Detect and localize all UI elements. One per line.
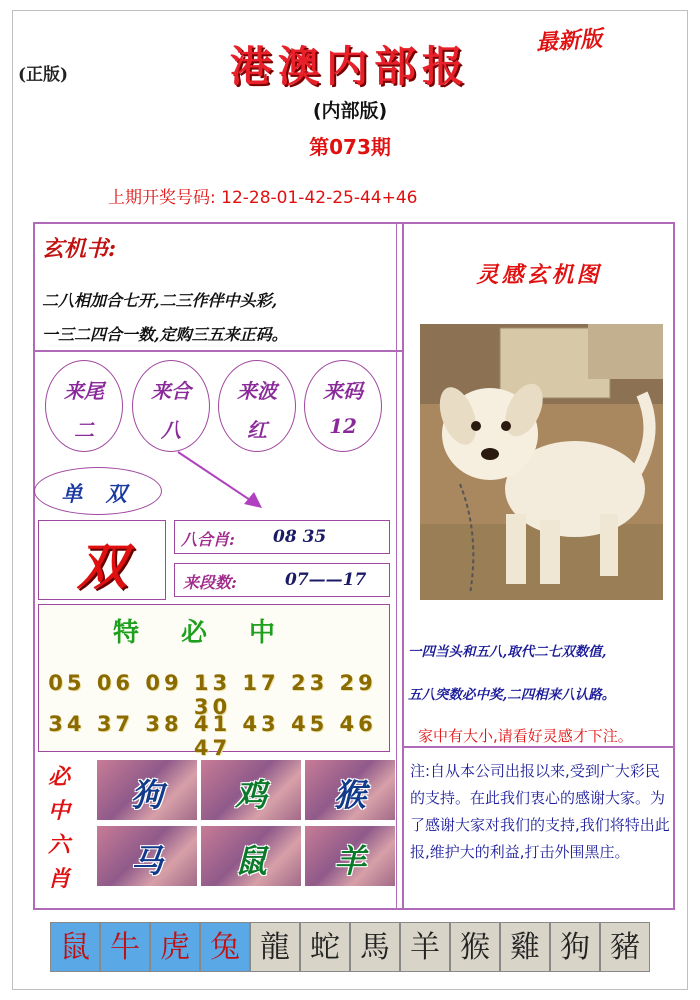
oval-tail-value: 二 [74,418,94,442]
zodiac-rooster: 鸡 [234,776,267,814]
zodiac-goat: 羊 [333,842,366,880]
left-inner-divider [396,222,397,910]
lingxi-line-2: 五八突数必中奖,二四相来八认路。 [408,687,616,703]
zodiac-rat: 鼠 [234,842,267,880]
xuanji-title: 玄机书: [42,236,117,262]
oval-code-value: 12 [329,414,357,438]
dog-photo [420,324,663,600]
zodiac-cell-goat [305,826,395,886]
lingxi-red-note: 家中有大小,请看好灵感才下注。 [418,727,633,745]
bottom-zodiac-goat: 羊 [400,922,450,972]
bottom-zodiac-tiger: 虎 [150,922,200,972]
oval-wave [218,360,296,452]
bottom-zodiac-snake: 蛇 [300,922,350,972]
bottom-zodiac-rooster: 雞 [500,922,550,972]
prediction-box-1 [174,520,390,554]
corner-right-label: 最新版 [535,25,603,57]
corner-left-label: (正版) [18,65,69,85]
oval-wave-label: 来波 [237,379,277,403]
zodiac-cell-rat [201,826,301,886]
bottom-zodiac-monkey: 猴 [450,922,500,972]
oval-combo-value: 八 [161,418,181,442]
column-divider [402,222,404,910]
oval-combo [132,360,210,452]
prediction-1-value: 08 35 [273,527,327,547]
six-zodiac-label: 必中六肖 [47,764,70,892]
prediction-2-label: 来段数: [183,573,237,592]
oval-code [304,360,382,452]
lingxi-title: 灵感玄机图 [476,262,602,288]
oval-tail [45,360,123,452]
prediction-box-2 [174,563,390,597]
last-draw-label: 上期开奖号码: [108,188,216,208]
last-draw [108,183,417,208]
prediction-1-label: 八合肖: [181,530,235,549]
answer-character: 双 [77,537,127,596]
single-double-label: 单 双 [61,481,135,506]
issue-number: 第073期 [309,135,391,159]
company-note: 注:自从本公司出报以来,受到广大彩民的支持。在此我们衷心的感谢大家。为了感谢大家对我们的支持,我们将特出此报,维护大的利益,打击外围黑庄。 [410,762,670,861]
subtitle: (内部版) [312,100,388,122]
zodiac-dog: 狗 [130,776,163,814]
special-numbers-row-2: 34 37 38 41 43 45 46 47 [48,712,377,760]
single-double-oval [34,467,162,515]
xuanji-line-1: 二八相加合七开,二三作伴中头彩, [42,291,278,310]
zodiac-horse: 马 [130,842,163,880]
bottom-zodiac-dragon: 龍 [250,922,300,972]
bottom-zodiac-rabbit: 兔 [200,922,250,972]
zodiac-cell-horse [97,826,197,886]
page-title: 港澳内部报 [229,42,470,91]
pointer-arrow [170,446,270,516]
oval-code-label: 来码 [323,379,363,403]
oval-wave-value: 红 [247,418,267,442]
divider-xuanji [33,350,403,352]
special-numbers-row-1: 05 06 09 13 17 23 29 30 [48,671,377,719]
special-title: 特必中 [112,618,317,648]
zodiac-cell-dog [97,760,197,820]
xuanji-line-2: 一三二四合一数,定购三五来正码。 [42,325,288,344]
zodiac-monkey: 猴 [333,776,366,814]
bottom-zodiac-rat: 鼠 [50,922,100,972]
answer-box [38,520,166,600]
divider-right-note [404,746,674,748]
oval-combo-label: 来合 [151,379,191,403]
zodiac-cell-monkey [305,760,395,820]
last-draw-numbers: 12-28-01-42-25-44+46 [221,188,418,208]
bottom-zodiac-dog: 狗 [550,922,600,972]
bottom-zodiac-row [50,922,650,972]
prediction-2-value: 07——17 [285,570,367,590]
oval-tail-label: 来尾 [64,379,104,403]
bottom-zodiac-pig: 豬 [600,922,650,972]
bottom-zodiac-horse: 馬 [350,922,400,972]
zodiac-cell-rooster [201,760,301,820]
bottom-zodiac-ox: 牛 [100,922,150,972]
lingxi-line-1: 一四当头和五八,取代二七双数值, [408,644,607,660]
